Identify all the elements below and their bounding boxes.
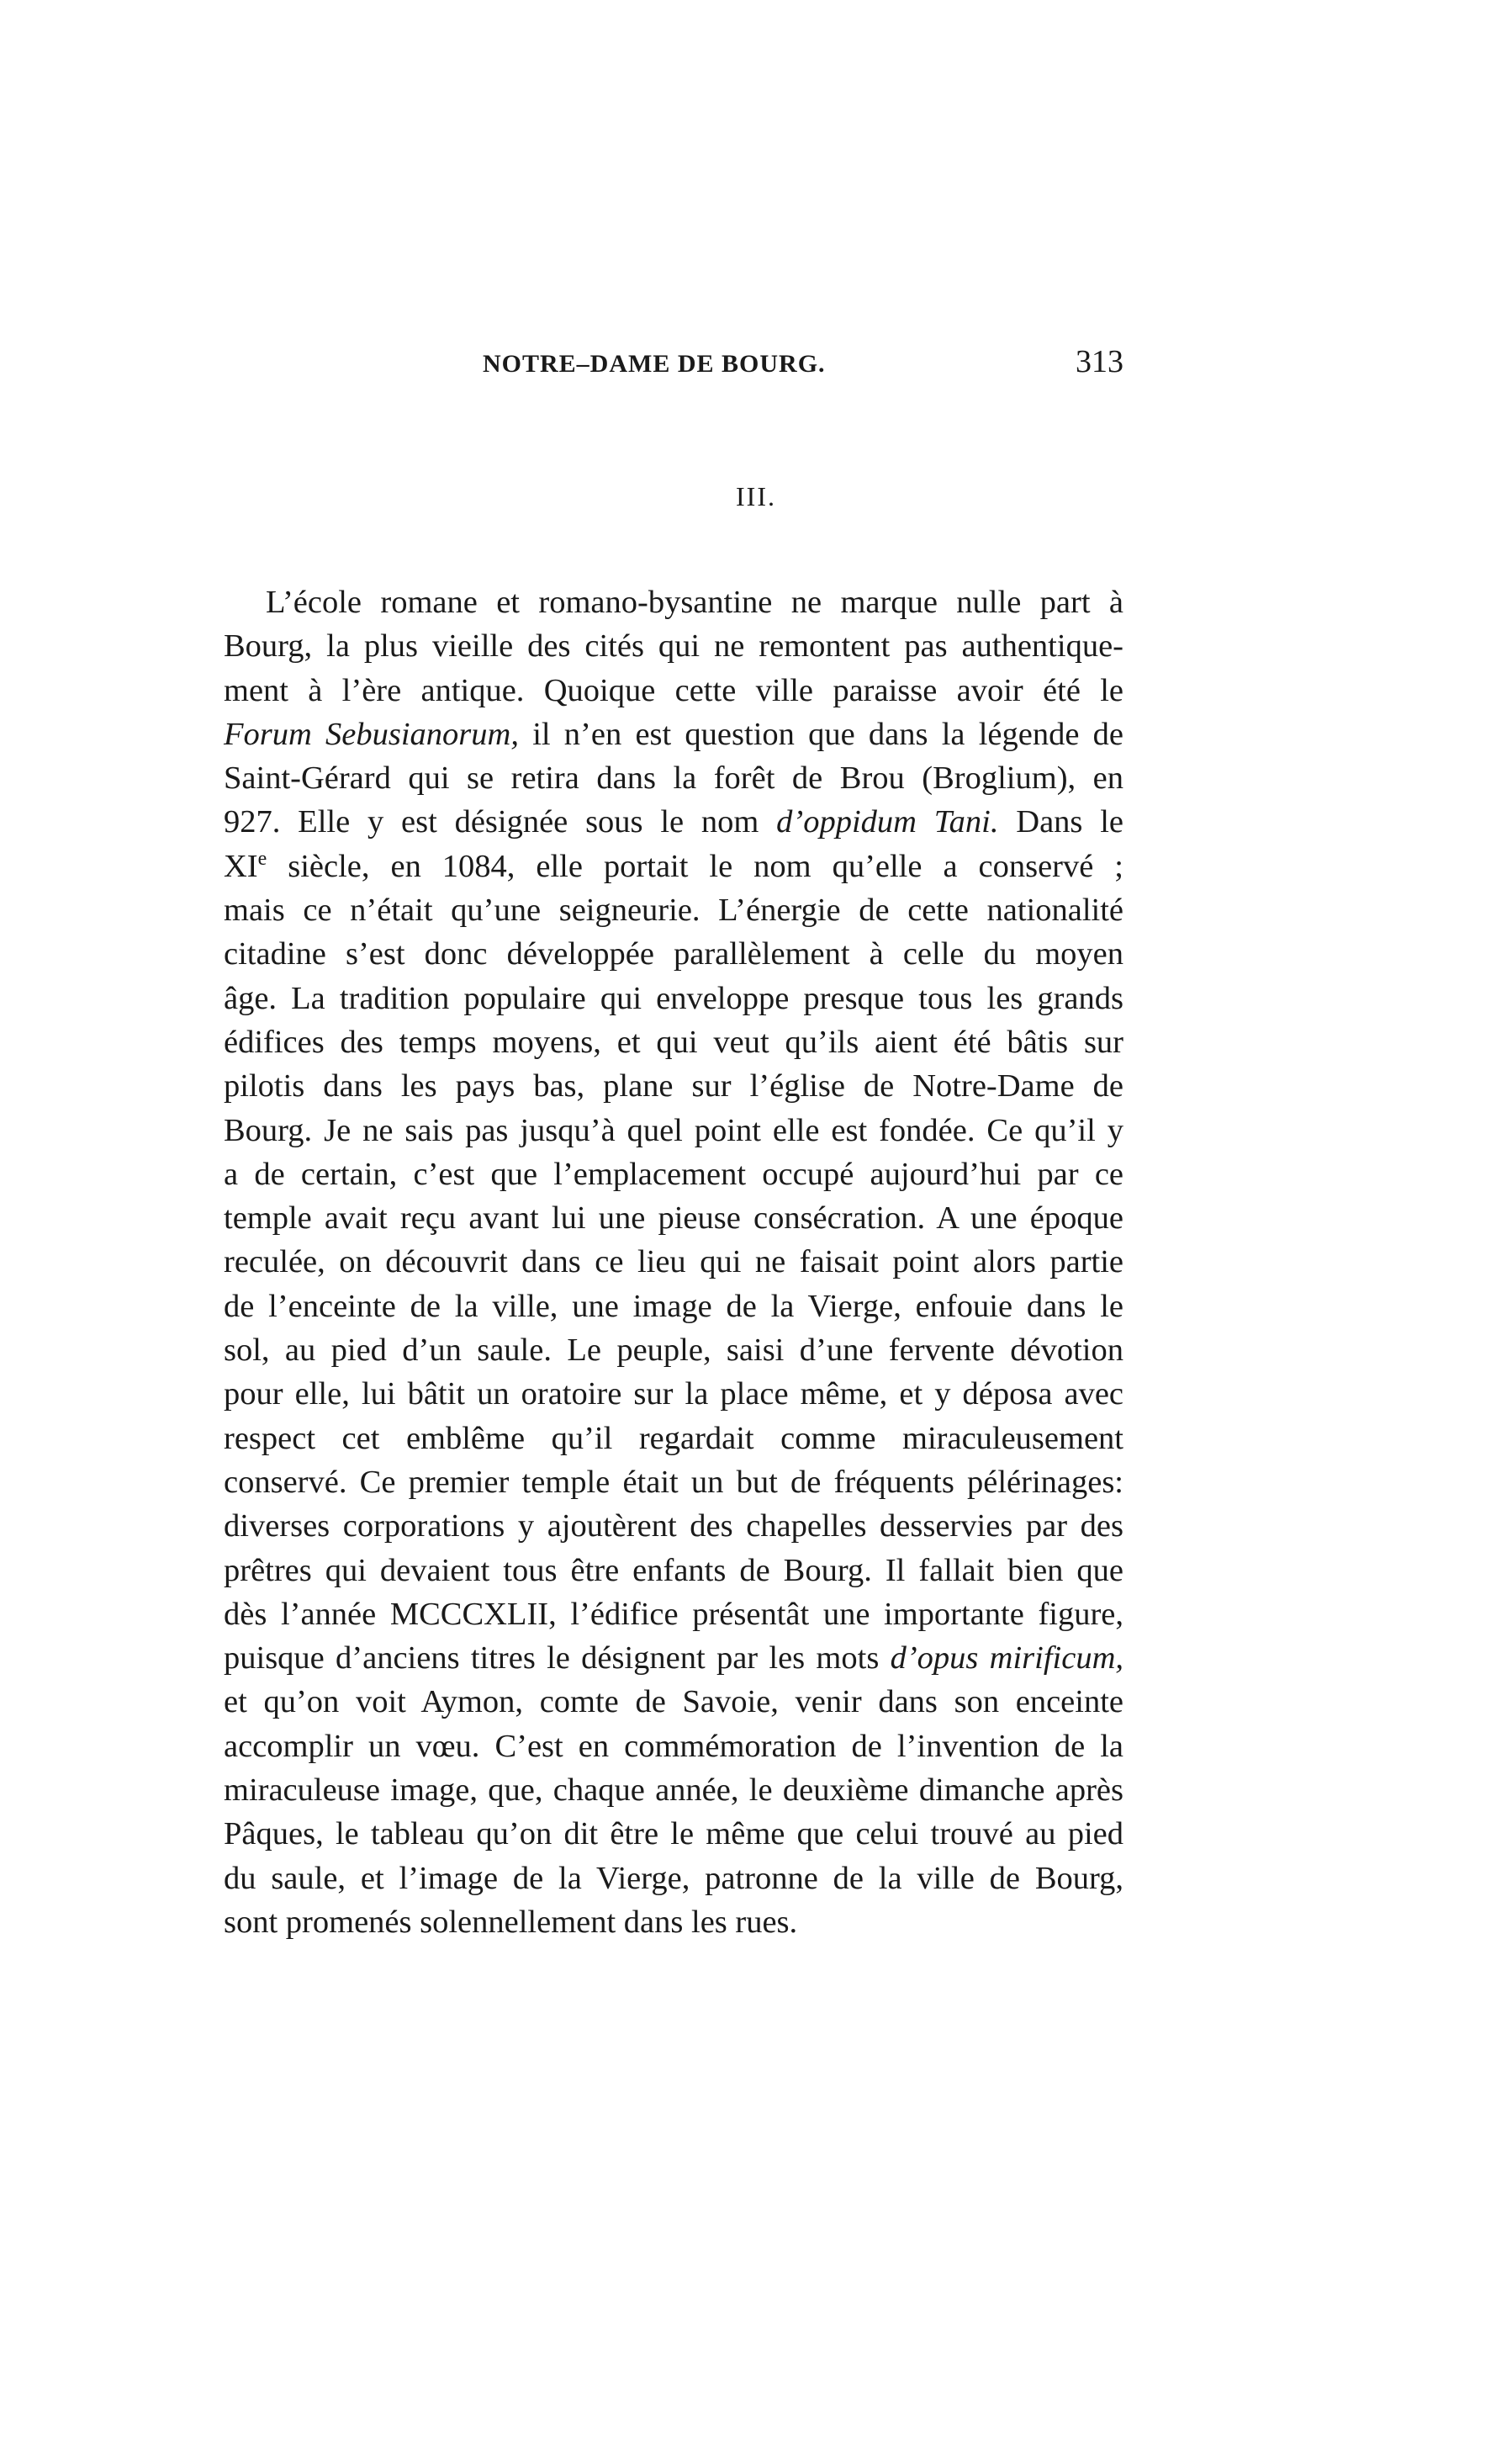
text-line: Saint-Gérard qui se retira dans la forêt de Brou (Broglium), en [224, 760, 1123, 797]
text-line: a de certain, c’est que l’emplacement occupé aujourd’hui par ce [224, 1156, 1123, 1192]
text-line [224, 1636, 1123, 1680]
text-line: L’école romane et romano-bysantine ne marque nulle part à [266, 585, 1123, 620]
text-line: sont promenés solennellement dans les rues. [224, 1904, 798, 1940]
page-number: 313 [1076, 344, 1123, 379]
superscript: e [257, 847, 267, 870]
text-line [224, 713, 1123, 756]
text-line: édifices des temps moyens, et qui veut qu’ils aient été bâtis sur [224, 1024, 1123, 1060]
text-fragment: puisque d’anciens titres le désignent par les mots [224, 1640, 891, 1677]
text-line: ment à l’ère antique. Quoique cette ville paraisse avoir été le [224, 672, 1123, 708]
text-line: miraculeuse image, que, chaque année, le deuxième dimanche après [224, 1772, 1123, 1809]
italic-text: Forum Sebusianorum, [224, 716, 519, 752]
text-line: sol, au pied d’un saule. Le peuple, saisi d’une fervente dévotion [224, 1332, 1123, 1369]
body-paragraph [224, 580, 1123, 1944]
text-fragment: Dans le [998, 804, 1123, 840]
text-line: du saule, et l’image de la Vierge, patronne de la ville de Bourg, [224, 1860, 1123, 1896]
text-line: de l’enceinte de la ville, une image de la Vierge, enfouie dans le [224, 1288, 1123, 1324]
text-line: diverses corporations y ajoutèrent des chapelles desservies par des [224, 1508, 1123, 1544]
text-line: temple avait reçu avant lui une pieuse consécration. A une époque [224, 1200, 1123, 1237]
italic-text: d’oppidum Tani. [776, 804, 999, 840]
text-line: âge. La tradition populaire qui enveloppe presque tous les grands [224, 980, 1123, 1016]
text-line [224, 845, 1123, 888]
text-line: et qu’on voit Aymon, comte de Savoie, venir dans son enceinte [224, 1684, 1123, 1720]
text-line: mais ce n’était qu’une seigneurie. L’énergie de cette nationalité [224, 893, 1123, 929]
text-line: Bourg, la plus vieille des cités qui ne remontent pas authentique- [224, 628, 1123, 665]
text-line: conservé. Ce premier temple était un but de fréquents pélérinages: [224, 1464, 1123, 1500]
text-line: Bourg. Je ne sais pas jusqu’à quel point elle est fondée. Ce qu’il y [224, 1112, 1123, 1148]
text-fragment: 927. Elle y est désignée sous le nom [224, 804, 777, 840]
section-number: III. [736, 481, 776, 511]
text-line: pour elle, lui bâtit un oratoire sur la place même, et y déposa avec [224, 1376, 1123, 1412]
text-line: citadine s’est donc développée parallèlement à celle du moyen [224, 936, 1123, 972]
italic-text: d’opus mirificum, [890, 1640, 1123, 1677]
text-line: accomplir un vœu. C’est en commémoration de l’invention de la [224, 1728, 1123, 1764]
text-line: Pâques, le tableau qu’on dit être le même que celui trouvé au pied [224, 1816, 1123, 1852]
text-line: reculée, on découvrit dans ce lieu qui ne faisait point alors partie [224, 1244, 1123, 1280]
text-line: pilotis dans les pays bas, plane sur l’église de Notre-Dame de [224, 1068, 1123, 1105]
text-fragment: XI [224, 848, 258, 884]
text-line: prêtres qui devaient tous être enfants de Bourg. Il fallait bien que [224, 1552, 1123, 1588]
text-fragment: il n’en est question que dans la légende de [518, 716, 1124, 752]
text-line [224, 800, 1123, 844]
text-fragment: siècle, en 1084, elle portait le nom qu’elle a conservé ; [267, 848, 1123, 884]
text-line: respect cet emblême qu’il regardait comme miraculeusement [224, 1420, 1123, 1456]
page-header [483, 343, 1123, 390]
running-title: NOTRE–DAME DE BOURG. [483, 350, 826, 378]
text-line: dès l’année MCCCXLII, l’édifice présentât une importante figure, [224, 1596, 1123, 1632]
